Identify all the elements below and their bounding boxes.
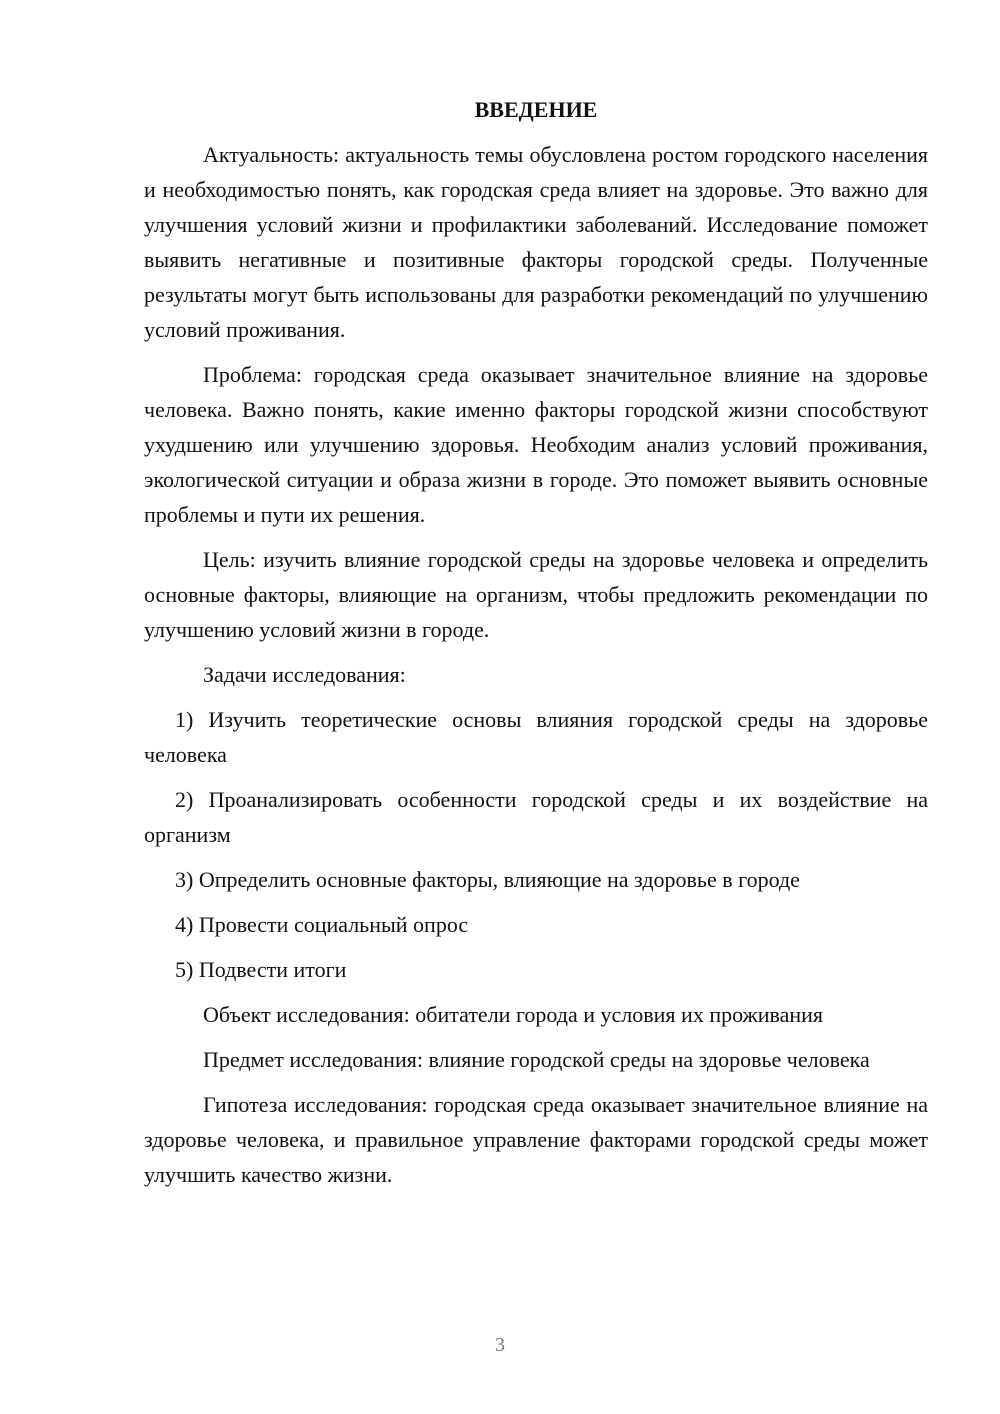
section-title: ВВЕДЕНИЕ bbox=[474, 97, 598, 122]
research-object-paragraph: Объект исследования: обитатели города и условия их проживания bbox=[203, 1002, 824, 1027]
hypothesis-paragraph: Гипотеза исследования: городская среда оказывает значительное влияние на здоровье человека, и правильное управление факторами городской среды может улучшить качество жизни. bbox=[144, 1092, 928, 1187]
task-item-3: 3) Определить основные факторы, влияющие на здоровье в городе bbox=[175, 867, 800, 892]
relevance-paragraph: Актуальность: актуальность темы обусловлена ростом городского населения и необходимостью понять, как городская среда влияет на здоровье. Это важно для улучшения условий жизни и профилактики заболеваний. Исследование поможет выявить негативные и позитивные факторы городской среды. Полученные результаты могут быть использованы для разработки рекомендаций по улучшению условий проживания. bbox=[144, 142, 928, 342]
research-subject-paragraph: Предмет исследования: влияние городской среды на здоровье человека bbox=[203, 1047, 870, 1072]
document-page bbox=[144, 92, 928, 1202]
task-item-2: 2) Проанализировать особенности городской среды и их воздействие на организм bbox=[144, 787, 928, 847]
goal-paragraph: Цель: изучить влияние городской среды на здоровье человека и определить основные факторы, влияющие на организм, чтобы предложить рекомендации по улучшению условий жизни в городе. bbox=[144, 547, 928, 642]
page-number: 3 bbox=[495, 1334, 505, 1356]
task-item-1: 1) Изучить теоретические основы влияния городской среды на здоровье человека bbox=[144, 707, 928, 767]
tasks-heading: Задачи исследования: bbox=[203, 662, 406, 687]
task-item-4: 4) Провести социальный опрос bbox=[175, 912, 469, 937]
task-item-5: 5) Подвести итоги bbox=[175, 957, 347, 982]
problem-paragraph: Проблема: городская среда оказывает значительное влияние на здоровье человека. Важно понять, какие именно факторы городской жизни способствуют ухудшению или улучшению здоровья. Необходим анализ условий проживания, экологической ситуации и образа жизни в городе. Это поможет выявить основные проблемы и пути их решения. bbox=[144, 362, 928, 527]
